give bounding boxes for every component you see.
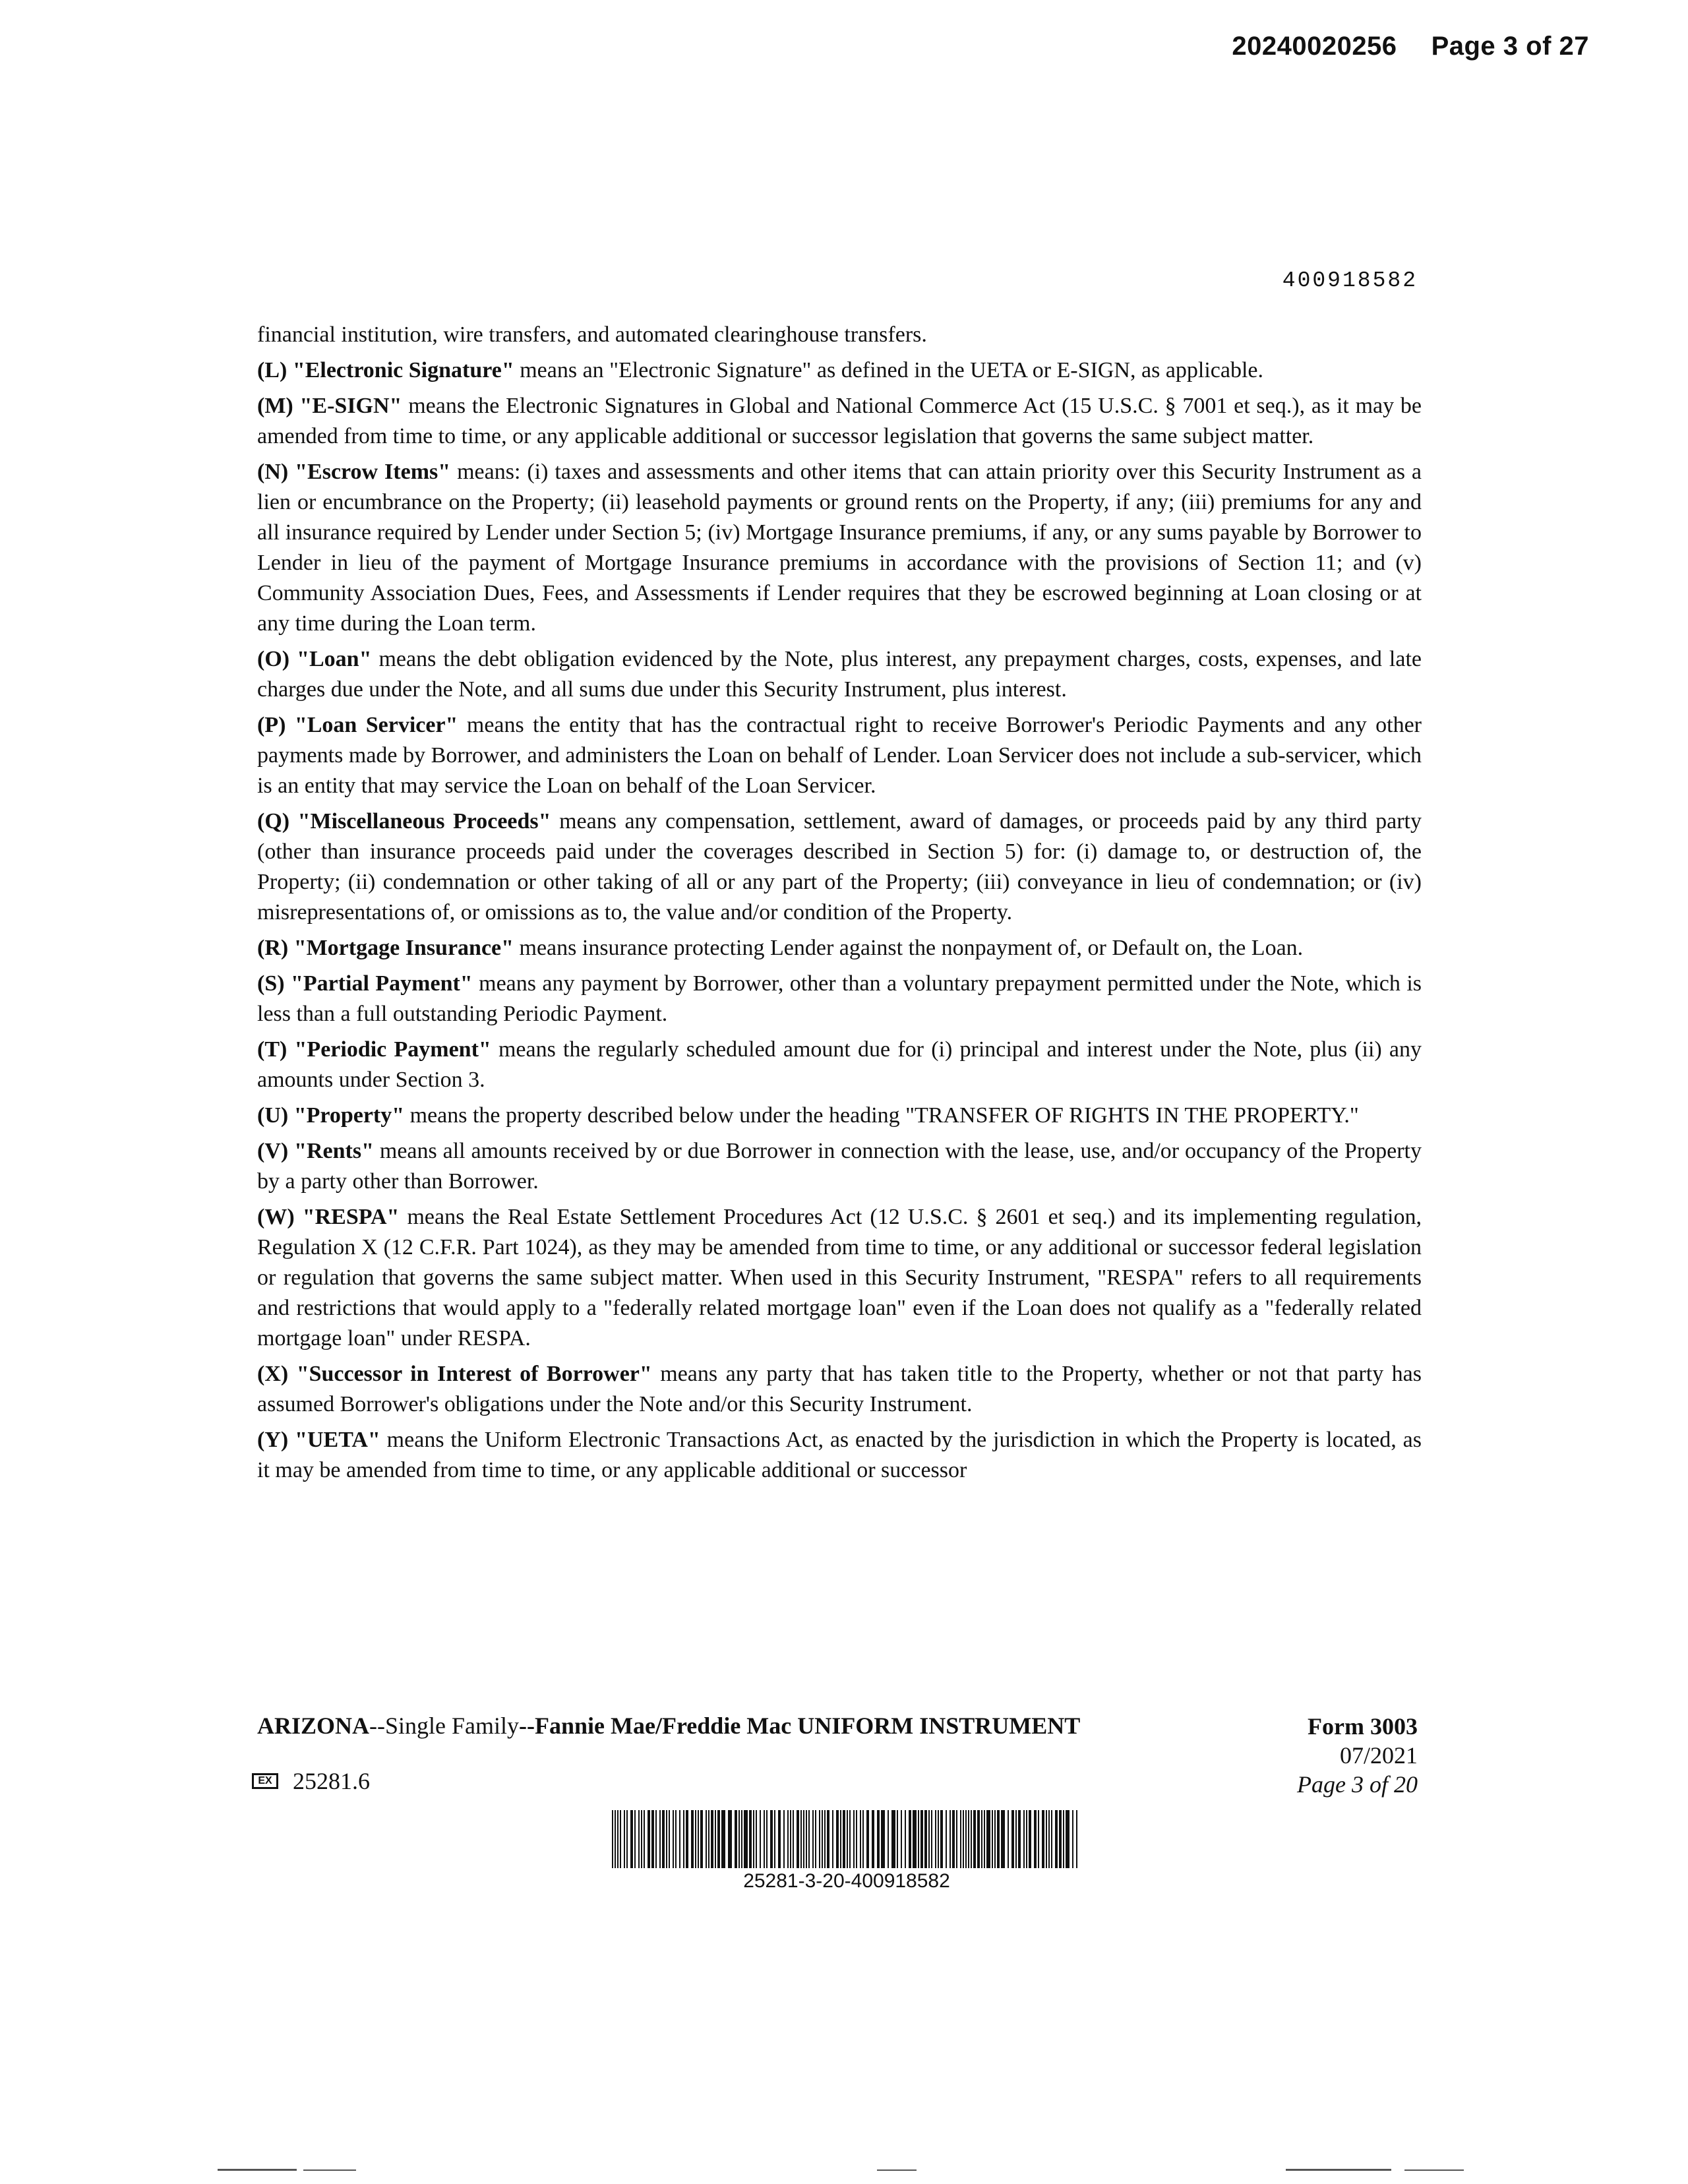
barcode-bar [808, 1810, 810, 1868]
barcode-bar [832, 1810, 833, 1868]
definition-paragraph [257, 391, 1422, 452]
barcode-bar [615, 1810, 616, 1868]
definition-term: "Property" [293, 1103, 405, 1128]
barcode-bar [790, 1810, 791, 1868]
barcode-bar [641, 1810, 642, 1868]
definition-term: "Periodic Payment" [294, 1037, 491, 1062]
definition-term: "Mortgage Insurance" [293, 936, 514, 960]
barcode-bar [1072, 1810, 1073, 1868]
barcode-bar [931, 1810, 932, 1868]
barcode-bar [741, 1810, 742, 1868]
barcode-bar [856, 1810, 857, 1868]
barcode-bar [721, 1810, 725, 1868]
barcode-bar [679, 1810, 680, 1868]
definition-letter: (M) [257, 394, 293, 418]
definition-text: means the property described below under the heading "TRANSFER OF RIGHTS IN THE PROPERTY." [404, 1103, 1359, 1128]
definition-letter: (R) [257, 936, 289, 960]
barcode-bar [1066, 1810, 1070, 1868]
definition-term: "Loan Servicer" [294, 713, 458, 737]
definition-letter: (Y) [257, 1428, 289, 1452]
barcode-bar [920, 1810, 923, 1868]
barcode-bar [770, 1810, 773, 1868]
barcode-bar [971, 1810, 972, 1868]
recording-header [1232, 32, 1589, 61]
barcode-bar [905, 1810, 906, 1868]
barcode-bar [706, 1810, 707, 1868]
barcode-bar [695, 1810, 696, 1868]
barcode-bar [1026, 1810, 1027, 1868]
definition-paragraph [257, 457, 1422, 639]
barcode-bar [793, 1810, 794, 1868]
definition-letter: (S) [257, 971, 285, 996]
definition-paragraph [257, 1101, 1422, 1131]
definition-text: means the entity that has the contractual right to receive Borrower's Periodic Payments and any other payments made by Borrower, and administers the Loan on behalf of Lender. Loan Servicer does not include a sub-servicer, which is an entity that may service the Loan on behalf of the Loan Servicer. [257, 713, 1422, 798]
barcode-bar [651, 1810, 654, 1868]
definition-letter: (U) [257, 1103, 289, 1128]
definition-text: means any payment by Borrower, other than a voluntary prepayment permitted under the Note, which is less than a full outstanding Periodic Payment. [257, 971, 1422, 1026]
definition-letter: (W) [257, 1205, 295, 1229]
definition-text: means the debt obligation evidenced by the Note, plus interest, any prepayment charges, costs, expenses, and late charges due under the Note, and all sums due under this Security Instrument, plus interest. [257, 647, 1422, 702]
definition-text: means: (i) taxes and assessments and other items that can attain priority over this Security Instrument as a lien or encumbrance on the Property; (ii) leasehold payments or ground rents on the Property, if any; (iii) premiums for any and all insurance required by Lender under Section 5; (iv) Mortgage Insurance premiums, if any, or any sums payable by Borrower to Lender in lieu of the payment of Mortgage Insurance premiums in accordance with the provisions of Section 11; and (v) Community Association Dues, Fees, and Assessments if Lender requires that they be escrowed beginning at Loan closing or at any time during the Loan term. [257, 460, 1422, 636]
barcode-bar [973, 1810, 976, 1868]
barcode-bar [819, 1810, 820, 1868]
barcode-bar [764, 1810, 765, 1868]
barcode-bar [1042, 1810, 1044, 1868]
definition-term: "Escrow Items" [295, 460, 451, 484]
barcode-bar [644, 1810, 645, 1868]
form-title-instrument: Fannie Mae/Freddie Mac UNIFORM INSTRUMENT [535, 1713, 1081, 1739]
page-label: Page 3 of 27 [1431, 32, 1589, 61]
barcode-bar [849, 1810, 851, 1868]
barcode-bar [700, 1810, 703, 1868]
definition-term: "Loan" [297, 647, 372, 671]
form-title-family: Single Family [385, 1713, 520, 1739]
barcode-bar [1008, 1810, 1009, 1868]
form-info [1297, 1712, 1418, 1799]
barcode-bar [806, 1810, 807, 1868]
definition-paragraph [257, 1035, 1422, 1095]
barcode-bar [620, 1810, 621, 1868]
barcode-bar [836, 1810, 839, 1868]
barcode-bar [760, 1810, 761, 1868]
definition-text: means an "Electronic Signature" as defined in the UETA or E-SIGN, as applicable. [514, 358, 1263, 382]
barcode-bar [756, 1810, 757, 1868]
definition-paragraph [257, 806, 1422, 928]
barcode-bar [946, 1810, 947, 1868]
barcode-bar [877, 1810, 880, 1868]
barcode-bar [822, 1810, 823, 1868]
barcode-bar [815, 1810, 816, 1868]
definition-text: means the Electronic Signatures in Global and National Commerce Act (15 U.S.C. § 7001 et seq.), as it may be amended from time to time, or any applicable additional or successor legislation that governs the same subject matter. [257, 394, 1422, 448]
barcode-bar [866, 1810, 869, 1868]
barcode-bar [711, 1810, 713, 1868]
barcode-bar [691, 1810, 694, 1868]
barcode-bar [1076, 1810, 1077, 1868]
barcode-bar [1018, 1810, 1021, 1868]
barcode-bar [824, 1810, 826, 1868]
barcode-bar [1059, 1810, 1062, 1868]
form-title-sep-2: -- [519, 1713, 535, 1739]
definitions-body [257, 320, 1422, 1491]
definition-term: "Rents" [294, 1139, 374, 1163]
barcode-bar [1051, 1810, 1052, 1868]
barcode-bar [862, 1810, 864, 1868]
barcode-bar [827, 1810, 829, 1868]
ex-code-line [252, 1767, 370, 1795]
barcode-bar [1046, 1810, 1047, 1868]
barcode-bar [812, 1810, 814, 1868]
ex-icon: EX [252, 1773, 278, 1789]
barcode-bar [659, 1810, 661, 1868]
barcode-bar [1034, 1810, 1037, 1868]
barcode-bar [669, 1810, 670, 1868]
barcode-bar [803, 1810, 804, 1868]
barcode-bar [853, 1810, 855, 1868]
form-number: Form 3003 [1308, 1713, 1418, 1740]
barcode-bar [683, 1810, 684, 1868]
barcode-bar [708, 1810, 709, 1868]
barcode-bar [897, 1810, 898, 1868]
barcode-bar [901, 1810, 902, 1868]
definition-text: means the regularly scheduled amount due for (i) principal and interest under the Note, plus (ii) any amounts under Section 3. [257, 1037, 1422, 1092]
barcode-bar [1015, 1810, 1017, 1868]
barcode-bar [715, 1810, 716, 1868]
definition-paragraph [257, 355, 1422, 386]
barcode-bar [1048, 1810, 1050, 1868]
barcode-bar [1055, 1810, 1058, 1868]
barcode-bar [950, 1810, 951, 1868]
barcode-bar [738, 1810, 740, 1868]
barcode-bar [924, 1810, 927, 1868]
barcode-bar [766, 1810, 768, 1868]
barcode-bar [624, 1810, 625, 1868]
definition-letter: (Q) [257, 809, 290, 834]
barcode-bar [992, 1810, 993, 1868]
form-title [257, 1712, 1080, 1740]
definition-text: means the Real Estate Settlement Procedures Act (12 U.S.C. § 2601 et seq.) and its implementing regulation, Regulation X (12 C.F.R. Part 1024), as they may be amended from time to time, or any additional or successor federal legislation or regulation that governs the same subject matter. When used in this Security Instrument, "RESPA" refers to all requirements and restrictions that would apply to a "federally related mortgage loan" even if the Loan does not qualify as a "federally related mortgage loan" under RESPA. [257, 1205, 1422, 1350]
barcode-bar [648, 1810, 650, 1868]
recording-number: 20240020256 [1232, 32, 1397, 61]
barcode-bar [774, 1810, 775, 1868]
barcode-bar [749, 1810, 752, 1868]
barcode-bar [735, 1810, 737, 1868]
barcode-bar [744, 1810, 748, 1868]
definition-paragraph [257, 320, 1422, 350]
barcode-bar [753, 1810, 754, 1868]
definition-letter: (X) [257, 1362, 289, 1386]
barcode-bar [655, 1810, 657, 1868]
barcode-bar [728, 1810, 732, 1868]
barcode-bar [800, 1810, 802, 1868]
barcode-bar [778, 1810, 781, 1868]
barcode-bar [847, 1810, 848, 1868]
barcode-bar [891, 1810, 895, 1868]
barcode-bar [994, 1810, 996, 1868]
definition-paragraph [257, 1202, 1422, 1354]
definition-paragraph [257, 1425, 1422, 1486]
definition-letter: (L) [257, 358, 287, 382]
loan-number: 400918582 [1282, 268, 1418, 293]
definition-term: "Electronic Signature" [292, 358, 514, 382]
barcode-bar [787, 1810, 789, 1868]
barcode-bar [860, 1810, 861, 1868]
definition-text: means insurance protecting Lender against the nonpayment of, or Default on, the Loan. [514, 936, 1304, 960]
barcode-bar [843, 1810, 845, 1868]
barcode-bar [952, 1810, 955, 1868]
barcode-bar [986, 1810, 990, 1868]
barcode-bar [1001, 1810, 1005, 1868]
barcode-bar [940, 1810, 943, 1868]
barcode-bar [717, 1810, 720, 1868]
definition-paragraph [257, 644, 1422, 705]
barcode-bar [997, 1810, 1000, 1868]
barcode-bar [840, 1810, 841, 1868]
barcode-bar [666, 1810, 667, 1868]
barcode-bar [928, 1810, 930, 1868]
barcode-bar [909, 1810, 911, 1868]
barcode-bar [935, 1810, 936, 1868]
barcode-label: 25281-3-20-400918582 [743, 1870, 950, 1892]
definition-paragraph [257, 969, 1422, 1029]
definition-term: "Successor in Interest of Borrower" [296, 1362, 652, 1386]
definition-text: means all amounts received by or due Borrower in connection with the lease, use, and/or occupancy of the Property by a party other than Borrower. [257, 1139, 1422, 1194]
form-page: Page 3 of 20 [1297, 1771, 1418, 1798]
barcode-bar [1023, 1810, 1025, 1868]
barcode-bar [918, 1810, 919, 1868]
barcode-bar [968, 1810, 969, 1868]
barcode-bar [638, 1810, 640, 1868]
definition-text: means any party that has taken title to the Property, whether or not that party has assumed Borrower's obligations under the Note and/or this Security Instrument. [257, 1362, 1422, 1416]
barcode-bar [956, 1810, 957, 1868]
definition-text: financial institution, wire transfers, and automated clearinghouse transfers. [257, 322, 927, 347]
barcode-bar [686, 1810, 688, 1868]
definition-letter: (V) [257, 1139, 289, 1163]
definition-text: means any compensation, settlement, award of damages, or proceeds paid by any third party (other than insurance proceeds paid under the coverages described in Section 5) for: (i) damage to, or destruction of, the Property; (ii) condemnation or other taking of all or any part of the Property; (iii) conveyance in lieu of condemnation; or (iv) misrepresentations of, or omissions as to, the value and/or condition of the Property. [257, 809, 1422, 925]
definition-term: "UETA" [295, 1428, 380, 1452]
barcode-bar [1011, 1810, 1014, 1868]
definition-term: "E-SIGN" [299, 394, 402, 418]
barcode-bar [626, 1810, 628, 1868]
barcode-bar [881, 1810, 885, 1868]
form-title-state: ARIZONA [257, 1713, 370, 1739]
definition-letter: (O) [257, 647, 290, 671]
definition-text: means the Uniform Electronic Transactions Act, as enacted by the jurisdiction in which the Property is located, as it may be amended from time to time, or any applicable additional or successor [257, 1428, 1422, 1482]
barcode-bar [977, 1810, 980, 1868]
definition-paragraph [257, 1136, 1422, 1197]
barcode-bar [1029, 1810, 1031, 1868]
barcode-bar [617, 1810, 618, 1868]
form-date: 07/2021 [1339, 1742, 1418, 1769]
barcode-bar [1038, 1810, 1039, 1868]
barcode-bar [612, 1810, 613, 1868]
barcode-bar [783, 1810, 785, 1868]
ex-code: 25281.6 [293, 1768, 370, 1794]
barcode-bar [872, 1810, 874, 1868]
barcode-bar [984, 1810, 985, 1868]
barcode-bar [673, 1810, 674, 1868]
definition-letter: (N) [257, 460, 289, 484]
barcode-bar [675, 1810, 677, 1868]
definition-letter: (P) [257, 713, 286, 737]
barcode [612, 1810, 1081, 1868]
barcode-bar [938, 1810, 939, 1868]
barcode-bar [698, 1810, 699, 1868]
barcode-bar [960, 1810, 961, 1868]
barcode-bar [630, 1810, 633, 1868]
barcode-bar [662, 1810, 665, 1868]
definition-term: "RESPA" [302, 1205, 400, 1229]
barcode-bar [963, 1810, 964, 1868]
scan-edge-noise [0, 2167, 1688, 2173]
barcode-bar [634, 1810, 636, 1868]
definition-paragraph [257, 1359, 1422, 1420]
definition-paragraph [257, 710, 1422, 801]
barcode-bar [888, 1810, 889, 1868]
barcode-bar [913, 1810, 917, 1868]
definition-term: "Partial Payment" [291, 971, 473, 996]
barcode-bar [965, 1810, 967, 1868]
barcode-bar [797, 1810, 799, 1868]
definition-paragraph [257, 933, 1422, 963]
form-title-sep-1: -- [369, 1713, 385, 1739]
definition-term: "Miscellaneous Proceeds" [297, 809, 551, 834]
definition-letter: (T) [257, 1037, 287, 1062]
barcode-bar [981, 1810, 982, 1868]
barcode-bar [1063, 1810, 1064, 1868]
